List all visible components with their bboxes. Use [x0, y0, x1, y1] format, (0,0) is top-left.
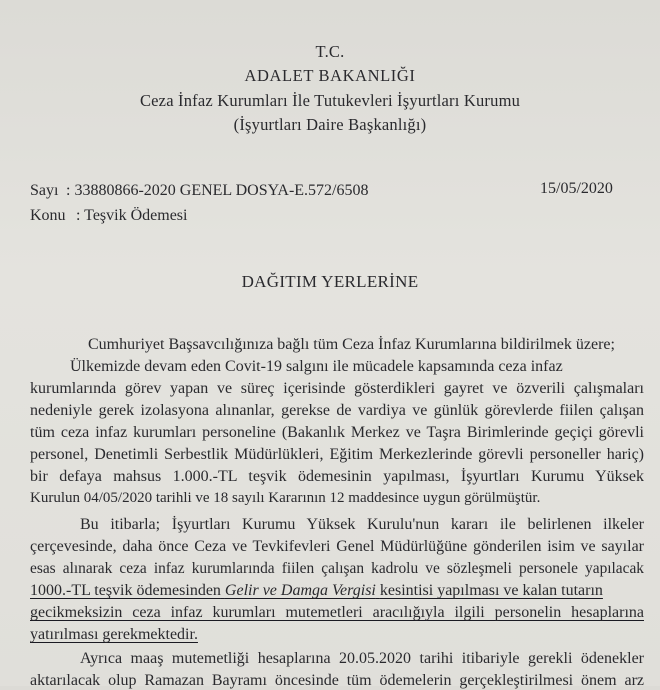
body-line: esas alınarak ceza infaz kurumlarında fiilen çalışan kadrolu ve sözleşmeli personele yapılacak	[30, 560, 644, 577]
body-line: kurumlarında görev yapan ve süreç içerisinde gösterdikleri gayret ve özverili çalışmaları	[30, 380, 644, 397]
sayi-label: Sayı	[30, 182, 59, 199]
tax-phrase: Gelir ve Damga Vergisi	[224, 582, 376, 599]
body-line-highlighted: yatırılması gerekmektedir.	[30, 626, 198, 643]
sayi-value: : 33880866-2020 GENEL DOSYA-E.572/6508	[66, 182, 369, 199]
body-line: çerçevesinde, daha önce Ceza ve Tevkifevleri Genel Müdürlüğüne gönderilen isim ve sayılar	[30, 538, 644, 555]
body-line: nedeniyle gerek izolasyona alınanlar, gerekse de vardiya ve günlük görevlerde fiilen çalışan	[30, 402, 644, 419]
body-line: bir defaya mahsus 1.000.-TL teşvik ödemesinin yapılması, İşyurtları Kurumu Yüksek	[30, 468, 644, 485]
body-line-highlighted: 1000.-TL teşvik ödemesinden Gelir ve Damga Vergisi kesintisi yapılması ve kalan tutarın	[30, 582, 603, 599]
body-line: aktarılacak olup Ramazan Bayramı öncesinde tüm ödemelerin gerçekleştirilmesi önem arz	[30, 672, 644, 689]
header-tc: T.C.	[315, 42, 345, 61]
body-line: Kurulun 04/05/2020 tarihli ve 18 sayılı Kararının 12 maddesince uygun görülmüştür.	[30, 490, 541, 506]
header-ministry: ADALET BAKANLIĞI	[244, 66, 416, 85]
document-date: 15/05/2020	[540, 180, 613, 197]
body-line: Bu itibarla; İşyurtları Kurumu Yüksek Kurulu'nun kararı ile belirlenen ilkeler	[80, 516, 644, 533]
body-line: tüm ceza infaz kurumları personeline (Bakanlık Merkez ve Taşra Birimlerinde geçiçi görevli	[30, 424, 644, 441]
body-line: Ayrıca maaş mutemetliği hesaplarına 20.05.2020 tarihi itibariyle gerekli ödenekler	[80, 650, 644, 667]
body-line: Ülkemizde devam eden Covit-19 salgını ile mücadele kapsamında ceza infaz	[70, 358, 563, 375]
header-department: (İşyurtları Daire Başkanlığı)	[233, 115, 427, 134]
body-line: Cumhuriyet Başsavcılığınıza bağlı tüm Ceza İnfaz Kurumlarına bildirilmek üzere;	[88, 336, 615, 353]
konu-value: : Teşvik Ödemesi	[76, 207, 188, 224]
body-line-highlighted: gecikmeksizin ceza infaz kurumları mutemetleri aracılığıyla ilgili personelin hesaplarına	[30, 604, 644, 621]
konu-label: Konu	[30, 207, 66, 224]
body-line: personel, Denetimli Serbestlik Müdürlükleri, Eğitim Merkezlerinde görevli personeller hariç)	[30, 446, 644, 463]
header-institution: Ceza İnfaz Kurumları İle Tutukevleri İşyurtları Kurumu	[139, 91, 521, 110]
recipient-title: DAĞITIM YERLERİNE	[241, 272, 419, 291]
